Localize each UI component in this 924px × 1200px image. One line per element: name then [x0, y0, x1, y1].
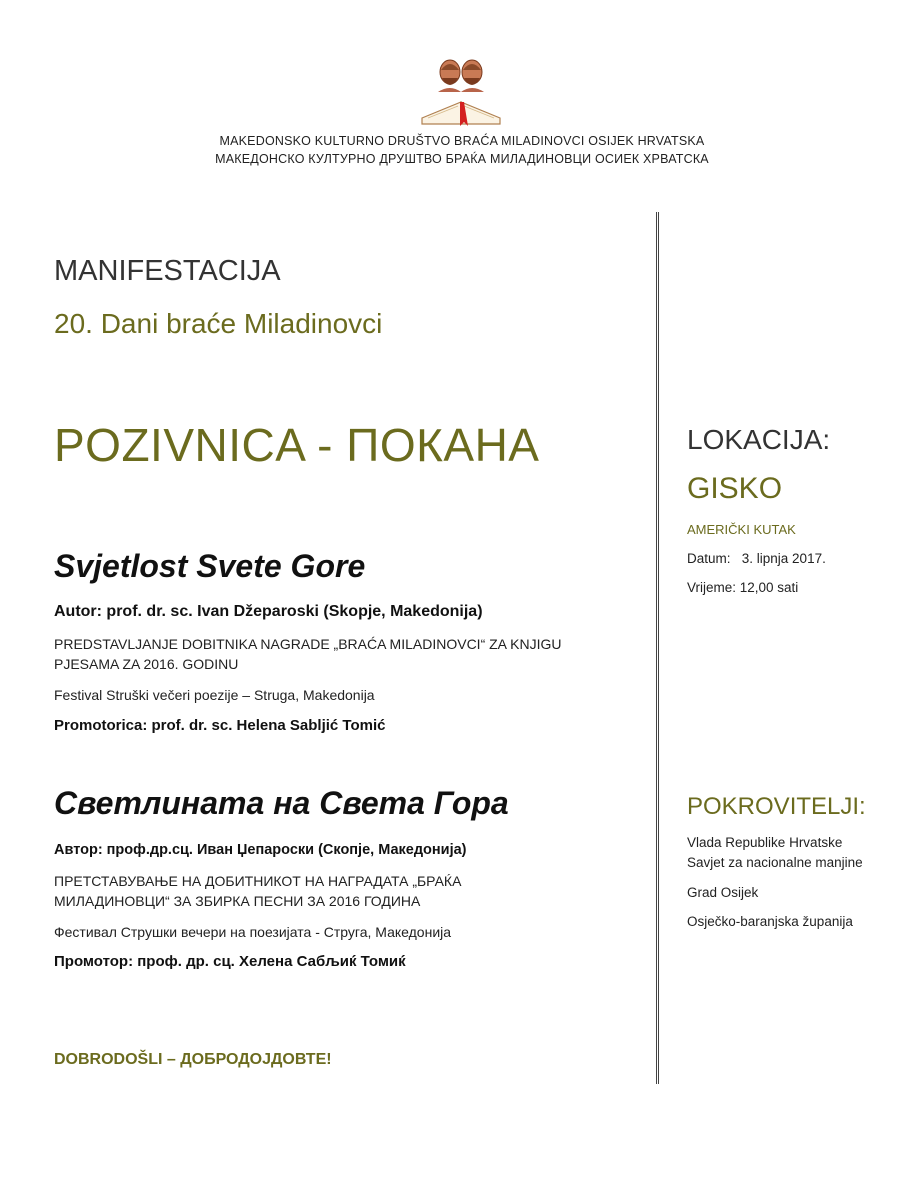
venue-subtitle: AMERIČKI KUTAK	[687, 522, 796, 537]
logo	[418, 58, 506, 128]
column-divider	[656, 212, 659, 1084]
presentation-cyrillic-line1: ПРЕТСТАВУВАЊЕ НА ДОБИТНИКОТ НА НАГРАДАТА „БРАЌА	[54, 873, 462, 889]
invitation-title: POZIVNICA - ПОКАНА	[54, 419, 540, 471]
book-title-cyrillic: Светлината на Света Гора	[54, 785, 509, 821]
edition-title: 20. Dani braće Miladinovci	[54, 308, 383, 339]
location-label: LOKACIJA:	[687, 424, 831, 455]
sponsor-line: Grad Osijek	[687, 885, 759, 900]
welcome-text: DOBRODOŠLI – ДОБРОДОЈДОВТЕ!	[54, 1051, 332, 1068]
promoter-latin: Promotorica: prof. dr. sc. Helena Sabljić Tomić	[54, 717, 386, 734]
presentation-cyrillic-line2: МИЛАДИНОВЦИ“ ЗА ЗБИРКА ПЕСНИ ЗА 2016 ГОДИНА	[54, 893, 421, 909]
author-latin: Autor: prof. dr. sc. Ivan Džeparoski (Skopje, Makedonija)	[54, 603, 483, 620]
manifestation-label: MANIFESTACIJA	[54, 255, 281, 287]
book-title-latin: Svjetlost Svete Gore	[54, 548, 366, 584]
presentation-latin-line1: PREDSTAVLJANJE DOBITNIKA NAGRADE „BRAĆA MILADINOVCI“ ZA KNJIGU	[54, 636, 562, 652]
event-date: Datum: 3. lipnja 2017.	[687, 551, 826, 566]
two-brothers-book-logo-icon	[418, 58, 506, 128]
sponsor-line: Savjet za nacionalne manjine	[687, 855, 863, 870]
presentation-latin-line2: PJESAMA ZA 2016. GODINU	[54, 656, 239, 672]
festival-cyrillic: Фестивал Струшки вечери на поезијата - Струга, Македонија	[54, 924, 452, 940]
venue-name: GISKO	[687, 472, 783, 505]
sponsor-line: Vlada Republike Hrvatske	[687, 835, 843, 850]
festival-latin: Festival Struški večeri poezije – Struga, Makedonija	[54, 687, 375, 703]
sponsor-line: Osječko-baranjska županija	[687, 914, 853, 929]
event-time: Vrijeme: 12,00 sati	[687, 580, 799, 595]
author-cyrillic: Автор: проф.др.сц. Иван Џепароски (Скопје, Македонија)	[54, 842, 467, 858]
org-name-cyrillic: МАКЕДОНСКО КУЛТУРНО ДРУШТВО БРАЌА МИЛАДИНОВЦИ ОСИЕК ХРВАТСКА	[215, 152, 709, 166]
sponsors-label: POKROVITELJI:	[687, 793, 866, 820]
org-name-latin: MAKEDONSKO KULTURNO DRUŠTVO BRAĆA MILADINOVCI OSIJEK HRVATSKA	[219, 134, 705, 148]
promoter-cyrillic: Промотор: проф. др. сц. Хелена Сабљиќ Томиќ	[54, 953, 406, 970]
